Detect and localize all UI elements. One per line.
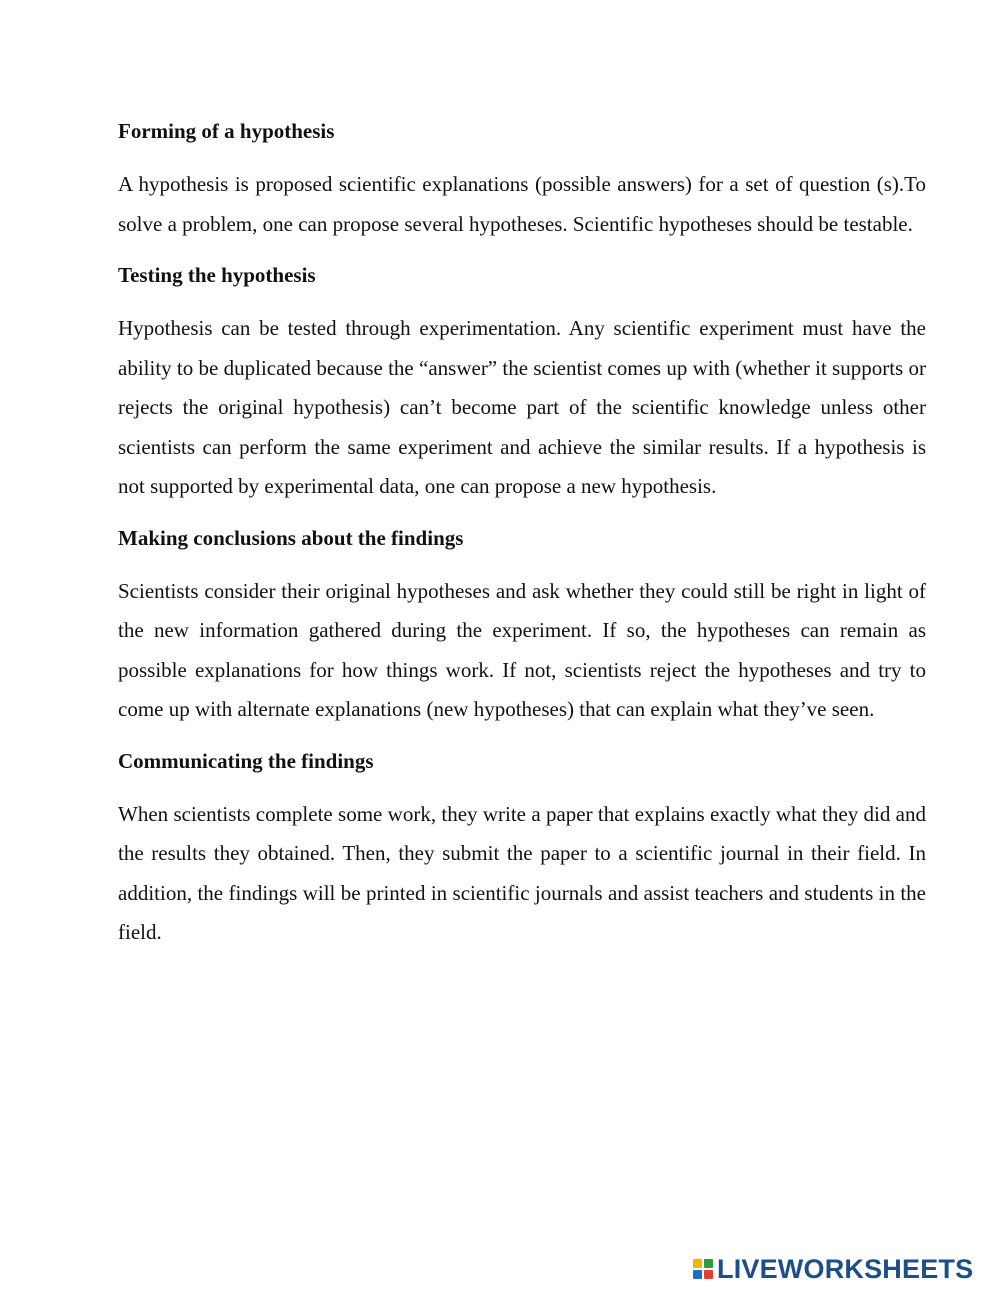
section-paragraph: Scientists consider their original hypotheses and ask whether they could still be right in light of the new information gathered during the experiment. If so, the hypotheses can remain as possible explanations for how things work. If not, scientists reject the hypotheses and try to come up with alternate explanations (new hypotheses) that can explain what they’ve seen. xyxy=(118,578,926,721)
section-paragraph: A hypothesis is proposed scientific explanations (possible answers) for a set of question (s).To solve a problem, one can propose several hypotheses. Scientific hypotheses should be testable. xyxy=(118,172,926,236)
liveworksheets-logo xyxy=(693,1254,973,1284)
section-paragraph: Hypothesis can be tested through experimentation. Any scientific experiment must have the ability to be duplicated because the “answer” the scientist comes up with (whether it supports or rejects the original hypothesis) can’t become part of the scientific knowledge unless other scientists can perform the same experiment and achieve the similar results. If a hypothesis is not supported by experimental data, one can propose a new hypothesis. xyxy=(118,316,926,498)
section-heading: Making conclusions about the findings xyxy=(118,525,464,550)
section-heading: Communicating the findings xyxy=(118,748,374,773)
section-making-conclusions xyxy=(118,520,926,730)
logo-square-green xyxy=(704,1259,713,1268)
logo-text: LIVEWORKSHEETS xyxy=(717,1253,974,1284)
section-paragraph: When scientists complete some work, they write a paper that explains exactly what they did and the results they obtained. Then, they submit the paper to a scientific journal in their field. In addition, the findings will be printed in scientific journals and assist teachers and students in the field. xyxy=(118,801,926,944)
logo-square-yellow xyxy=(693,1259,702,1268)
section-communicating-findings xyxy=(118,743,926,953)
section-testing-hypothesis xyxy=(118,257,926,507)
liveworksheets-logo-icon xyxy=(693,1259,713,1279)
section-forming-hypothesis xyxy=(118,113,926,244)
logo-square-red xyxy=(704,1270,713,1279)
section-heading: Forming of a hypothesis xyxy=(118,119,335,143)
logo-square-blue xyxy=(693,1270,702,1279)
section-heading: Testing the hypothesis xyxy=(118,263,316,287)
document-page xyxy=(118,113,926,966)
